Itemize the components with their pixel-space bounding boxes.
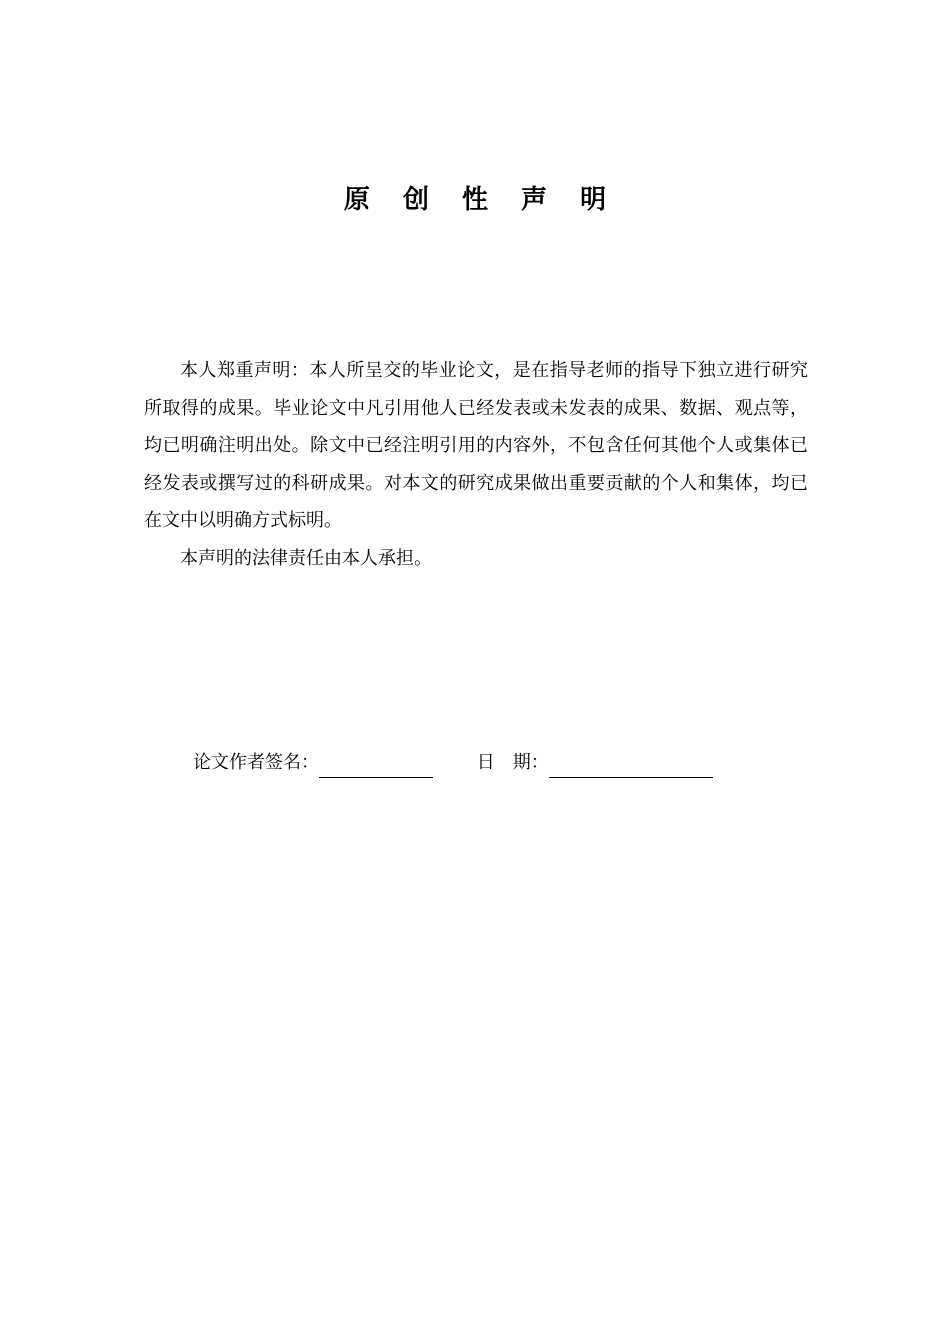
- signature-row: [193, 748, 713, 778]
- date-line: [549, 753, 713, 778]
- declaration-body: [144, 352, 808, 577]
- signature-label: 论文作者签名：: [193, 752, 319, 773]
- signature-line: [319, 753, 433, 778]
- date-label: 日 期：: [476, 752, 549, 773]
- page-title: 原 创 性 声 明: [343, 185, 619, 215]
- responsibility-paragraph: 本声明的法律责任由本人承担。: [180, 547, 432, 569]
- declaration-paragraph: 本人郑重声明：本人所呈交的毕业论文，是在指导老师的指导下独立进行研究所取得的成果。毕业论文中凡引用他人已经发表或未发表的成果、数据、观点等，均已明确注明出处。除文中已经注明引用的内容外，不包含任何其他个人或集体已经发表或撰写过的科研成果。对本文的研究成果做出重要贡献的个人和集体，均已在文中以明确方式标明。: [144, 360, 808, 531]
